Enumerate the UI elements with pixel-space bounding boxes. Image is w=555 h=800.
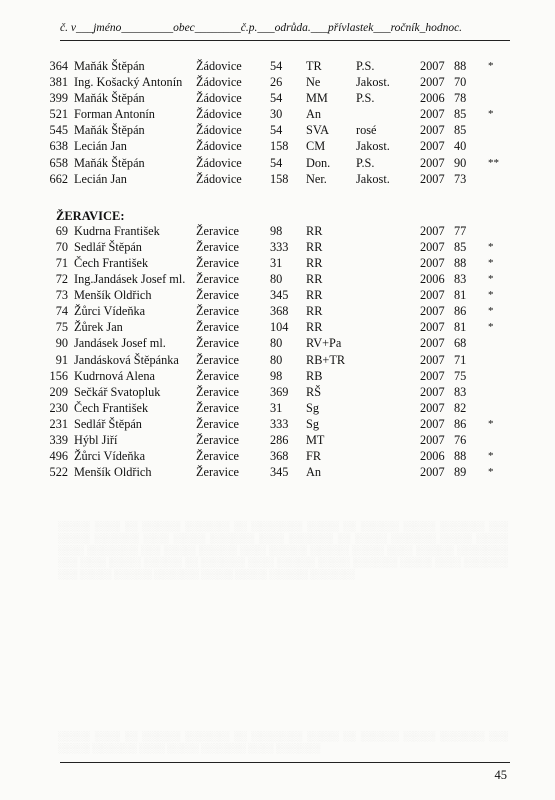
score: 77 xyxy=(454,223,467,238)
village: Žádovice xyxy=(196,139,242,154)
grower-name: Menšík Oldřich xyxy=(74,465,152,480)
row-number: 69 xyxy=(55,223,68,238)
score: 83 xyxy=(454,384,467,399)
vintage: 2007 xyxy=(420,432,445,447)
village: Žeravice xyxy=(196,416,240,431)
section-gap xyxy=(0,187,555,205)
grower-name: Lecián Jan xyxy=(74,171,127,186)
variety: Don. xyxy=(306,155,331,170)
village: Žádovice xyxy=(196,91,242,106)
column-header xyxy=(60,22,462,34)
score: 85 xyxy=(454,107,467,122)
grower-name: Ing.Jandásek Josef ml. xyxy=(74,272,186,287)
award-star: * xyxy=(488,305,494,318)
row-number: 381 xyxy=(49,75,68,90)
table-row xyxy=(0,448,555,464)
row-number: 399 xyxy=(49,91,68,106)
row-number: 662 xyxy=(49,171,68,186)
house-number: 104 xyxy=(270,320,289,335)
row-number: 209 xyxy=(49,384,68,399)
village: Žeravice xyxy=(196,336,240,351)
grower-name: Maňák Štěpán xyxy=(74,59,145,73)
award-star: * xyxy=(488,466,494,479)
grower-name: Žůrek Jan xyxy=(74,320,123,335)
village: Žeravice xyxy=(196,255,240,270)
attribute: Jakost. xyxy=(356,139,390,154)
table-top-section xyxy=(0,58,555,187)
vintage: 2007 xyxy=(420,368,445,383)
attribute: rosé xyxy=(356,123,377,138)
grower-name: Sedlář Štěpán xyxy=(74,239,142,254)
village: Žeravice xyxy=(196,432,240,447)
grower-name: Maňák Štěpán xyxy=(74,123,145,138)
vintage: 2007 xyxy=(420,223,445,238)
vintage: 2006 xyxy=(420,91,445,106)
grower-name: Kudrna František xyxy=(74,223,160,238)
award-star: * xyxy=(488,321,494,334)
footer-rule xyxy=(60,762,510,763)
variety: RR xyxy=(306,288,323,303)
village: Žeravice xyxy=(196,223,240,238)
score: 83 xyxy=(454,272,467,287)
score: 75 xyxy=(454,368,467,383)
grower-name: Forman Antonín xyxy=(74,107,155,122)
row-number: 90 xyxy=(55,336,68,351)
table-row xyxy=(0,138,555,154)
table-row xyxy=(0,319,555,335)
row-number: 496 xyxy=(49,449,68,464)
grower-name: Ing. Košacký Antonín xyxy=(74,75,183,90)
grower-name: Jandásková Štěpánka xyxy=(74,352,179,367)
award-star: * xyxy=(488,240,494,253)
header-jmeno: jméno_________ xyxy=(93,22,174,34)
score: 89 xyxy=(454,465,467,480)
vintage: 2007 xyxy=(420,304,445,319)
house-number: 98 xyxy=(270,368,283,383)
grower-name: Jandásek Josef ml. xyxy=(74,336,166,351)
table-row xyxy=(0,122,555,138)
score: 88 xyxy=(454,255,467,270)
variety: FR xyxy=(306,449,322,464)
vintage: 2007 xyxy=(420,155,445,170)
row-number: 74 xyxy=(55,304,68,319)
vintage: 2007 xyxy=(420,107,445,122)
score: 88 xyxy=(454,449,467,464)
table-row xyxy=(0,171,555,187)
variety: RR xyxy=(306,320,323,335)
score: 40 xyxy=(454,139,467,154)
row-number: 230 xyxy=(49,400,68,415)
score: 85 xyxy=(454,123,467,138)
header-cp: č.p.___ xyxy=(240,22,275,34)
house-number: 54 xyxy=(270,123,283,138)
house-number: 368 xyxy=(270,449,289,464)
house-number: 80 xyxy=(270,272,283,287)
bleed-through-text-lower: ░░░░░ ░░░░ ░░ ░░░░░░ ░░░░░░░ ░░ ░░░░░░░░ ░░░░░ ░░ ░░░░░░ ░░░░░ ░░░░░░░ ░░░ ░░░░░ ░░░░░░░ ░░░░ ░░░░░ ░░░░░░░ ░░░░ ░░░░░░░ xyxy=(58,731,508,753)
score: 90 xyxy=(454,155,467,170)
village: Žeravice xyxy=(196,320,240,335)
variety: MM xyxy=(306,91,328,106)
vintage: 2007 xyxy=(420,171,445,186)
page-number: 45 xyxy=(494,768,507,782)
village: Žeravice xyxy=(196,465,240,480)
house-number: 80 xyxy=(270,336,283,351)
grower-name: Lecián Jan xyxy=(74,139,127,154)
vintage: 2007 xyxy=(420,400,445,415)
village: Žeravice xyxy=(196,304,240,319)
grower-name: Sedlář Štěpán xyxy=(74,416,142,431)
table-row xyxy=(0,106,555,122)
award-star: * xyxy=(488,417,494,430)
variety: MT xyxy=(306,432,325,447)
score: 88 xyxy=(454,59,467,73)
score: 86 xyxy=(454,304,467,319)
house-number: 286 xyxy=(270,432,289,447)
house-number: 54 xyxy=(270,59,283,73)
village: Žeravice xyxy=(196,288,240,303)
attribute: Jakost. xyxy=(356,75,390,90)
attribute: Jakost. xyxy=(356,171,390,186)
village: Žeravice xyxy=(196,368,240,383)
table-row xyxy=(0,90,555,106)
grower-name: Menšík Oldřich xyxy=(74,288,152,303)
house-number: 80 xyxy=(270,352,283,367)
score: 81 xyxy=(454,320,467,335)
header-hodnoceni: _hodnoc. xyxy=(419,22,463,34)
row-number: 522 xyxy=(49,465,68,480)
variety: SVA xyxy=(306,123,330,138)
variety: RR xyxy=(306,255,323,270)
table-row xyxy=(0,155,555,171)
vintage: 2006 xyxy=(420,272,445,287)
table-row xyxy=(0,58,555,74)
grower-name: Sečkář Svatopluk xyxy=(74,384,161,399)
vintage: 2007 xyxy=(420,75,445,90)
vintage: 2007 xyxy=(420,239,445,254)
house-number: 333 xyxy=(270,416,289,431)
table-row xyxy=(0,352,555,368)
village: Žádovice xyxy=(196,155,242,170)
vintage: 2007 xyxy=(420,336,445,351)
variety: RV+Pa xyxy=(306,336,342,351)
table-row xyxy=(0,335,555,351)
table-row xyxy=(0,255,555,271)
grower-name: Maňák Štěpán xyxy=(74,91,145,106)
header-rule xyxy=(60,40,510,41)
house-number: 333 xyxy=(270,239,289,254)
row-number: 364 xyxy=(49,59,68,73)
score: 85 xyxy=(454,239,467,254)
variety: RR xyxy=(306,223,323,238)
score: 86 xyxy=(454,416,467,431)
table-row xyxy=(0,432,555,448)
vintage: 2007 xyxy=(420,320,445,335)
house-number: 158 xyxy=(270,171,289,186)
header-obec: obec________ xyxy=(173,22,241,34)
variety: RB+TR xyxy=(306,352,346,367)
score: 78 xyxy=(454,91,467,106)
row-number: 231 xyxy=(49,416,68,431)
row-number: 75 xyxy=(55,320,68,335)
attribute: P.S. xyxy=(356,59,375,73)
variety: Ner. xyxy=(306,171,327,186)
table-row xyxy=(0,368,555,384)
village: Žeravice xyxy=(196,384,240,399)
table-row xyxy=(0,271,555,287)
table-row xyxy=(0,239,555,255)
score: 68 xyxy=(454,336,467,351)
grower-name: Maňák Štěpán xyxy=(74,155,145,170)
attribute: P.S. xyxy=(356,91,375,106)
table-row xyxy=(0,287,555,303)
row-number: 156 xyxy=(49,368,68,383)
vintage: 2007 xyxy=(420,255,445,270)
row-number: 339 xyxy=(49,432,68,447)
attribute: P.S. xyxy=(356,155,375,170)
table-row xyxy=(0,416,555,432)
score: 73 xyxy=(454,171,467,186)
house-number: 368 xyxy=(270,304,289,319)
village: Žeravice xyxy=(196,400,240,415)
header-privlastek: přívlastek___ xyxy=(328,22,391,34)
award-star: ** xyxy=(488,156,499,169)
row-number: 73 xyxy=(55,288,68,303)
award-star: * xyxy=(488,450,494,463)
award-star: * xyxy=(488,108,494,121)
grower-name: Žůrci Vídeňka xyxy=(74,449,146,464)
row-number: 638 xyxy=(49,139,68,154)
village: Žeravice xyxy=(196,352,240,367)
table-row xyxy=(0,303,555,319)
grower-name: Kudrnová Alena xyxy=(74,368,155,383)
bleed-through-heading xyxy=(200,705,430,723)
award-star: * xyxy=(488,256,494,269)
header-rocnik: ročník xyxy=(390,22,420,34)
award-star: * xyxy=(488,289,494,302)
house-number: 158 xyxy=(270,139,289,154)
house-number: 98 xyxy=(270,223,283,238)
village: Žádovice xyxy=(196,107,242,122)
award-star: * xyxy=(488,273,494,286)
row-number: 545 xyxy=(49,123,68,138)
grower-name: Hýbl Jiří xyxy=(74,432,118,447)
row-number: 71 xyxy=(55,255,68,270)
variety: TR xyxy=(306,59,322,73)
variety: RB xyxy=(306,368,323,383)
table-row xyxy=(0,74,555,90)
vintage: 2007 xyxy=(420,465,445,480)
village: Žeravice xyxy=(196,272,240,287)
vintage: 2007 xyxy=(420,352,445,367)
vintage: 2007 xyxy=(420,123,445,138)
variety: RŠ xyxy=(306,384,322,399)
vintage: 2007 xyxy=(420,59,445,73)
house-number: 26 xyxy=(270,75,283,90)
section-heading-zeravice xyxy=(0,205,555,223)
table-row xyxy=(0,223,555,239)
section-title: ŽERAVICE: xyxy=(56,208,125,223)
house-number: 31 xyxy=(270,400,283,415)
village: Žeravice xyxy=(196,449,240,464)
variety: An xyxy=(306,107,322,122)
village: Žádovice xyxy=(196,59,242,73)
row-number: 658 xyxy=(49,155,68,170)
house-number: 345 xyxy=(270,288,289,303)
vintage: 2007 xyxy=(420,288,445,303)
bleed-through-text: ░░░░░ ░░░░ ░░ ░░░░░░ ░░░░░░░ ░░ ░░░░░░░░ ░░░░░ ░░ ░░░░░░ ░░░░░ ░░░░░░░ ░░░ ░░░░░ ░░░░░░░ ░░░░ ░░░░░ ░░░░░░░ ░░░░ ░░░░░░░ ░░ ░░░░░ ░░░░░░░ ░░░░░ ░░░░░ ░░░░ ░░░░░░░░ ░░░ ░░░░░ ░░░░░░ ░░░░ ░░░░░░ ░░░░░░ ░░░░░ ░░░░ ░░░░░░ ░░░░░░░░ ░░░ ░░░░ ░░░░░ ░░░░░░ ░░ ░░░░░░░ ░░░░ ░░░░░░ ░░░░░ ░░░░░░░ ░░░░░ ░░░░ ░░░░░░░ ░░░ ░░░░░ ░░░░░░ ░░░░░░░ ░░░░░ ░░░░░ ░░░░░░ ░░░░░░░ xyxy=(58,521,508,579)
row-number: 521 xyxy=(49,107,68,122)
variety: Sg xyxy=(306,400,319,415)
vintage: 2007 xyxy=(420,139,445,154)
village: Žeravice xyxy=(196,239,240,254)
variety: RR xyxy=(306,304,323,319)
award-star: * xyxy=(488,60,494,72)
village: Žádovice xyxy=(196,123,242,138)
table-bottom-section xyxy=(0,223,555,481)
house-number: 54 xyxy=(270,155,283,170)
vintage: 2007 xyxy=(420,384,445,399)
header-cv: č. v___ xyxy=(60,22,94,34)
variety: Sg xyxy=(306,416,319,431)
row-number: 91 xyxy=(55,352,68,367)
house-number: 54 xyxy=(270,91,283,106)
table-row xyxy=(0,400,555,416)
house-number: 345 xyxy=(270,465,289,480)
variety: Ne xyxy=(306,75,321,90)
house-number: 369 xyxy=(270,384,289,399)
variety: RR xyxy=(306,272,323,287)
vintage: 2006 xyxy=(420,449,445,464)
grower-name: Žůrci Vídeňka xyxy=(74,304,146,319)
table-row xyxy=(0,384,555,400)
grower-name: Čech František xyxy=(74,255,149,270)
grower-name: Čech František xyxy=(74,400,149,415)
score: 82 xyxy=(454,400,467,415)
table-row xyxy=(0,464,555,480)
variety: CM xyxy=(306,139,326,154)
house-number: 31 xyxy=(270,255,283,270)
row-number: 72 xyxy=(55,272,68,287)
score: 81 xyxy=(454,288,467,303)
village: Žádovice xyxy=(196,75,242,90)
row-number: 70 xyxy=(55,239,68,254)
header-odruda: odrůda.___ xyxy=(274,22,329,34)
results-table xyxy=(0,58,555,480)
variety: An xyxy=(306,465,322,480)
variety: RR xyxy=(306,239,323,254)
house-number: 30 xyxy=(270,107,283,122)
score: 70 xyxy=(454,75,467,90)
score: 71 xyxy=(454,352,467,367)
village: Žádovice xyxy=(196,171,242,186)
score: 76 xyxy=(454,432,467,447)
vintage: 2007 xyxy=(420,416,445,431)
